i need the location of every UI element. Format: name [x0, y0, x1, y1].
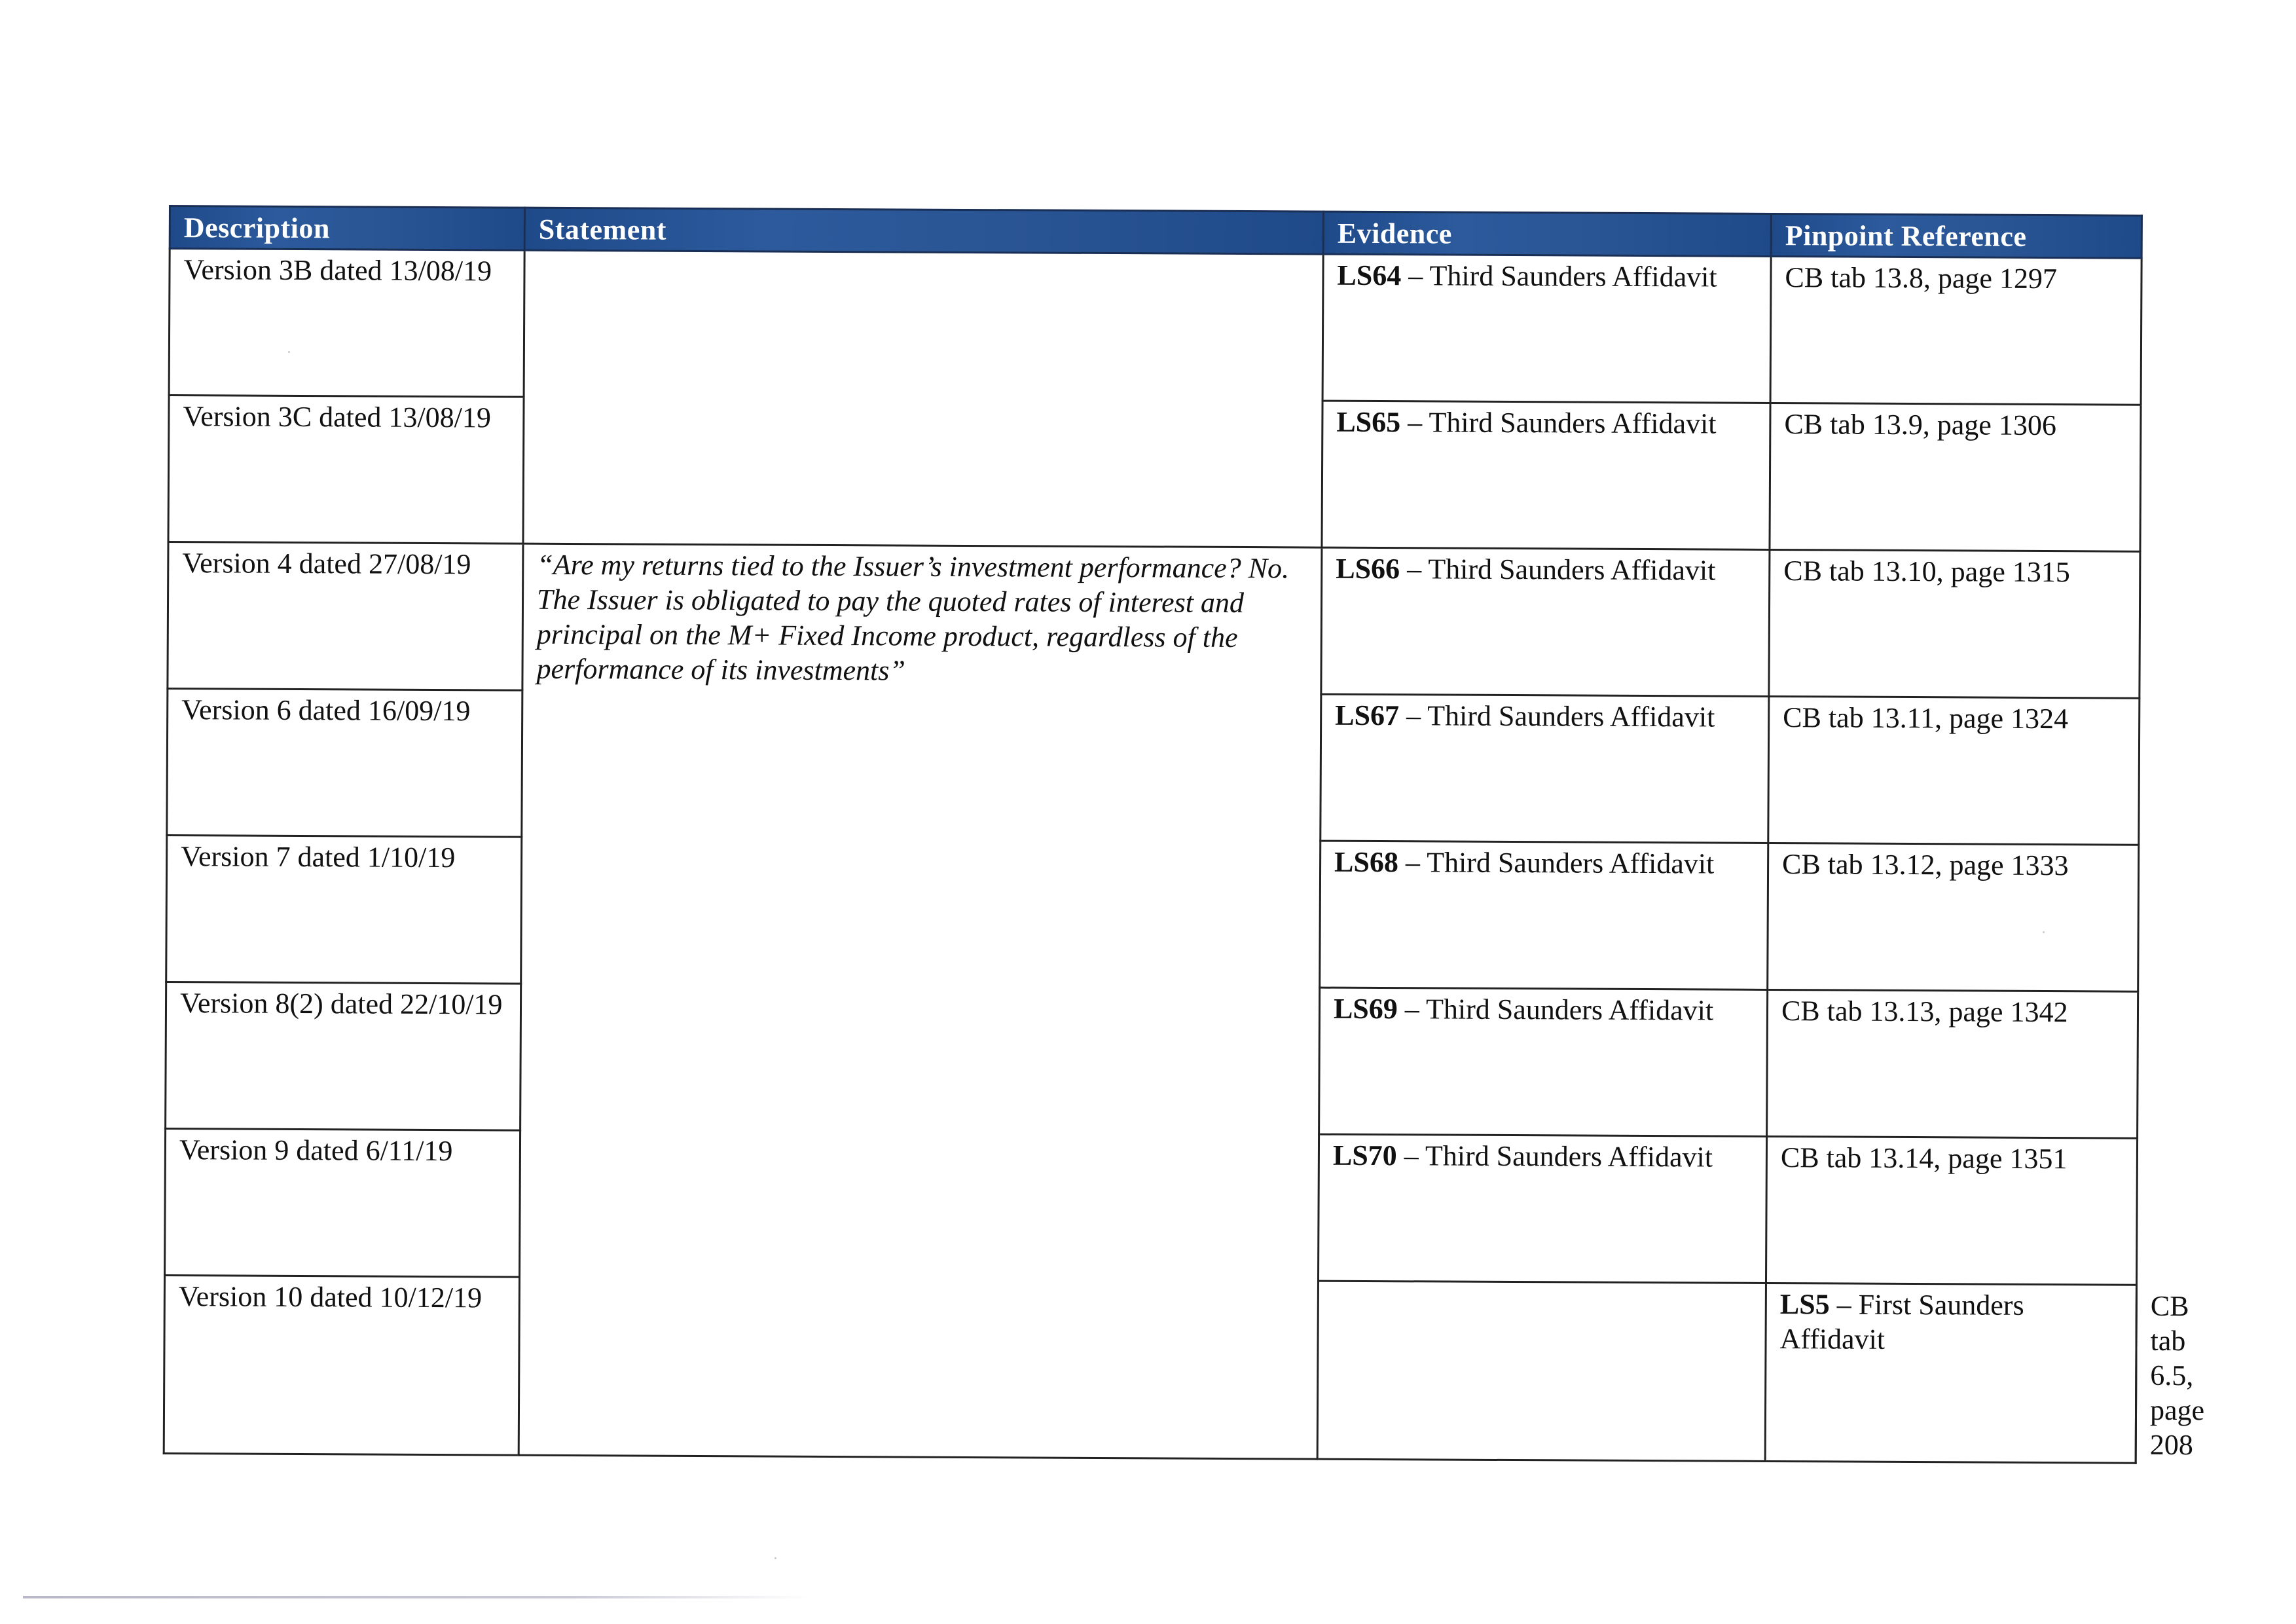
evidence-cell	[1765, 1283, 2136, 1463]
header-description: Description	[170, 206, 524, 251]
description-cell: Version 9 dated 6/11/19	[165, 1128, 520, 1277]
evidence-code: LS65	[1336, 405, 1401, 439]
evidence-code: LS70	[1332, 1139, 1397, 1172]
evidence-text: – Third Saunders Affidavit	[1398, 846, 1715, 880]
evidence-text: – First Saunders Affidavit	[1779, 1288, 2024, 1356]
scan-artifact-line	[23, 1596, 809, 1598]
pinpoint-cell: CB tab 13.8, page 1297	[1770, 256, 2141, 405]
description-cell: Version 3C dated 13/08/19	[168, 396, 524, 544]
statement-cell-empty	[523, 250, 1323, 547]
scan-speck	[2043, 931, 2045, 933]
pinpoint-cell: CB tab 13.13, page 1342	[1767, 989, 2138, 1138]
pinpoint-cell: CB tab 13.14, page 1351	[1766, 1136, 2137, 1285]
evidence-cell	[1319, 987, 1768, 1136]
statement-cell-empty	[1317, 1281, 1766, 1461]
description-cell: Version 7 dated 1/10/19	[166, 835, 522, 984]
description-cell: Version 10 dated 10/12/19	[164, 1275, 519, 1455]
statement-quote-cell: “Are my returns tied to the Issuer’s investment performance? No. The Issuer is obligated to pay the quoted rates of interest and principal on the M+ Fixed Income product, regardless of the performance of its investments”	[519, 544, 1322, 1459]
evidence-cell	[1318, 1134, 1766, 1283]
scan-speck	[288, 351, 290, 353]
evidence-cell	[1320, 841, 1768, 989]
pinpoint-cell: CB tab 13.12, page 1333	[1768, 843, 2139, 991]
evidence-table	[163, 205, 2205, 1464]
evidence-code: LS68	[1334, 845, 1399, 879]
description-cell: Version 8(2) dated 22/10/19	[166, 982, 521, 1130]
evidence-code: LS66	[1336, 552, 1400, 585]
evidence-cell	[1322, 401, 1770, 549]
evidence-text: – Third Saunders Affidavit	[1400, 553, 1716, 587]
pinpoint-cell: CB tab 13.9, page 1306	[1770, 403, 2141, 551]
description-cell: Version 4 dated 27/08/19	[168, 542, 523, 691]
evidence-code: LS69	[1333, 992, 1398, 1025]
evidence-cell	[1321, 547, 1770, 696]
description-cell: Version 3B dated 13/08/19	[169, 249, 524, 397]
header-pinpoint-reference: Pinpoint Reference	[1771, 213, 2141, 258]
evidence-text: – Third Saunders Affidavit	[1401, 259, 1717, 293]
pinpoint-cell: CB tab 13.10, page 1315	[1769, 549, 2140, 698]
pinpoint-cell: CB tab 13.11, page 1324	[1768, 696, 2140, 845]
evidence-code: LS5	[1779, 1288, 1830, 1321]
evidence-text: – Third Saunders Affidavit	[1400, 406, 1717, 440]
scan-speck	[774, 1557, 776, 1559]
table-row	[168, 542, 2140, 699]
evidence-text: – Third Saunders Affidavit	[1397, 993, 1714, 1027]
header-statement: Statement	[524, 208, 1323, 254]
description-cell: Version 6 dated 16/09/19	[167, 688, 522, 837]
evidence-text: – Third Saunders Affidavit	[1398, 699, 1715, 733]
evidence-text: – Third Saunders Affidavit	[1396, 1139, 1713, 1173]
evidence-code: LS67	[1335, 699, 1400, 732]
header-evidence: Evidence	[1323, 212, 1771, 256]
evidence-cell	[1322, 254, 1771, 403]
table-row	[169, 249, 2141, 405]
evidence-code: LS64	[1337, 259, 1402, 292]
evidence-cell	[1321, 694, 1769, 843]
